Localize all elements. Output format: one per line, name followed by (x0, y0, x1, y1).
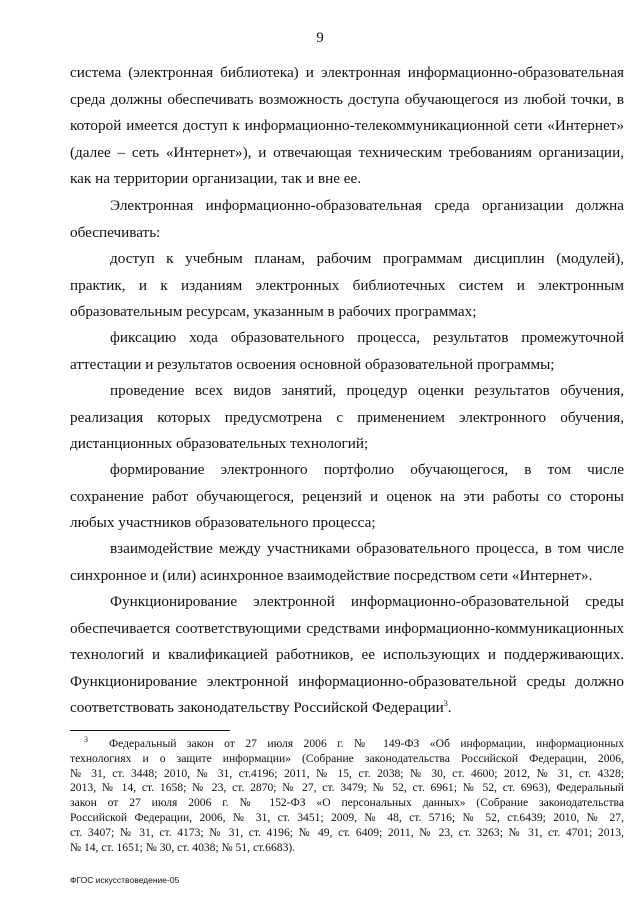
paragraph-interaction (70, 536, 624, 589)
paragraph-portfolio (70, 457, 624, 537)
footnote-line: № 14, ст. 1651; № 30, ст. 4038; № 51, ст.6683). (70, 840, 296, 854)
text-line: обеспечивать: (70, 223, 161, 241)
paragraph-eios-intro (70, 193, 624, 246)
text-line: как на территории организации, так и вне ее. (70, 170, 362, 187)
text-line: которой имеется доступ к информационно-телекоммуникационной сети «Интернет» (70, 117, 624, 134)
page-number: 9 (316, 30, 324, 46)
text-line: реализация которых предусмотрена с применением электронного обучения, (70, 408, 624, 426)
text-line: соответствовать законодательству Российской Федерации$^3$. (70, 698, 452, 716)
text-line-content: соответствовать законодательству Российской Федерации (70, 699, 444, 716)
paragraph-conduct (70, 378, 624, 458)
text-line: Функционирование электронной информационно-образовательной среды (110, 593, 624, 610)
text-line: технологий и квалификацией работников, ее использующих и поддерживающих. (70, 646, 624, 663)
text-line: синхронное и (или) асинхронное взаимодействие посредством сети «Интернет». (70, 566, 593, 584)
paragraph-access-plans (70, 246, 624, 326)
text-line: дистанционных образовательных технологий; (70, 435, 369, 452)
text-line: Электронная информационно-образовательная среда организации должна (110, 197, 624, 214)
footnote-separator (70, 730, 230, 731)
text-line: взаимодействие между участниками образовательного процесса, в том числе (110, 540, 624, 557)
text-line: проведение всех видов занятий, процедур оценки результатов обучения, (110, 382, 624, 399)
footer-document-code: ФГОС искусствоведение-05 (70, 875, 180, 885)
footnote-line: закон от 27 июля 2006 г. № 152-ФЗ «О персональных данных» (Собрание законодательства (70, 796, 624, 810)
footnote-line: ст. 3407; № 31, ст. 4173; № 31, ст. 4196; № 49, ст. 6409; 2011, № 23, ст. 3263; № 31, ст. 4701; 2013, (70, 825, 624, 839)
footnote-reference: 3 (443, 698, 448, 708)
footnote-line (70, 737, 624, 752)
footnote-marker: 3 (84, 735, 88, 745)
text-line: доступ к учебным планам, рабочим программам дисциплин (модулей), (110, 250, 624, 267)
text-line: обеспечивается соответствующими средствами информационно-коммуникационных (70, 619, 624, 637)
text-line: система (электронная библиотека) и электронная информационно-образовательная (70, 64, 624, 81)
text-line: образовательным ресурсам, указанным в рабочих программах; (70, 303, 477, 320)
text-line: любых участников образовательного процесса; (70, 514, 376, 531)
text-line: Функционирование электронной информационно-образовательной среды должно (70, 672, 624, 690)
text-line: формирование электронного портфолио обучающегося, в том числе (110, 461, 624, 478)
text-line: сохранение работ обучающегося, рецензий и оценок на эти работы со стороны (70, 487, 624, 505)
text-line: практик, и к изданиям электронных библиотечных систем и электронным (70, 276, 624, 294)
footnote-line: Российской Федерации, 2006, № 31, ст. 3451; 2009, № 48, ст. 5716; № 52, ст.6439; 2010, № 27, (70, 810, 624, 824)
text-line: аттестации и результатов освоения основной образовательной программы; (70, 355, 555, 373)
paragraph-access-continuation (70, 60, 624, 193)
footnote-line: 2013, № 14, ст. 1658; № 23, ст. 2870; № 27, ст. 3479; № 52, ст. 6961; № 52, ст. 6963), Федеральный (70, 781, 624, 795)
text-line: фиксацию хода образовательного процесса, результатов промежуточной (110, 329, 624, 346)
footnote-line: № 31, ст. 3448; 2010, № 31, ст.4196; 2011, № 15, ст. 2038; № 30, ст. 4600; 2012, № 31, ст. 4328; (70, 766, 624, 780)
paragraph-functioning (70, 589, 624, 722)
text-line: (далее – сеть «Интернет»), и отвечающая техническим требованиям организации, (70, 143, 624, 161)
footnote (70, 737, 624, 855)
footnote-line: технологиях и о защите информации» (Собрание законодательства Российской Федерации, 2006, (70, 751, 624, 765)
text-line: среда должны обеспечивать возможность доступа обучающегося из любой точки, в (70, 90, 624, 108)
paragraph-fixation (70, 325, 624, 378)
footnote-text: Федеральный закон от 27 июля 2006 г. № 149-ФЗ «Об информации, информационных (108, 737, 625, 750)
